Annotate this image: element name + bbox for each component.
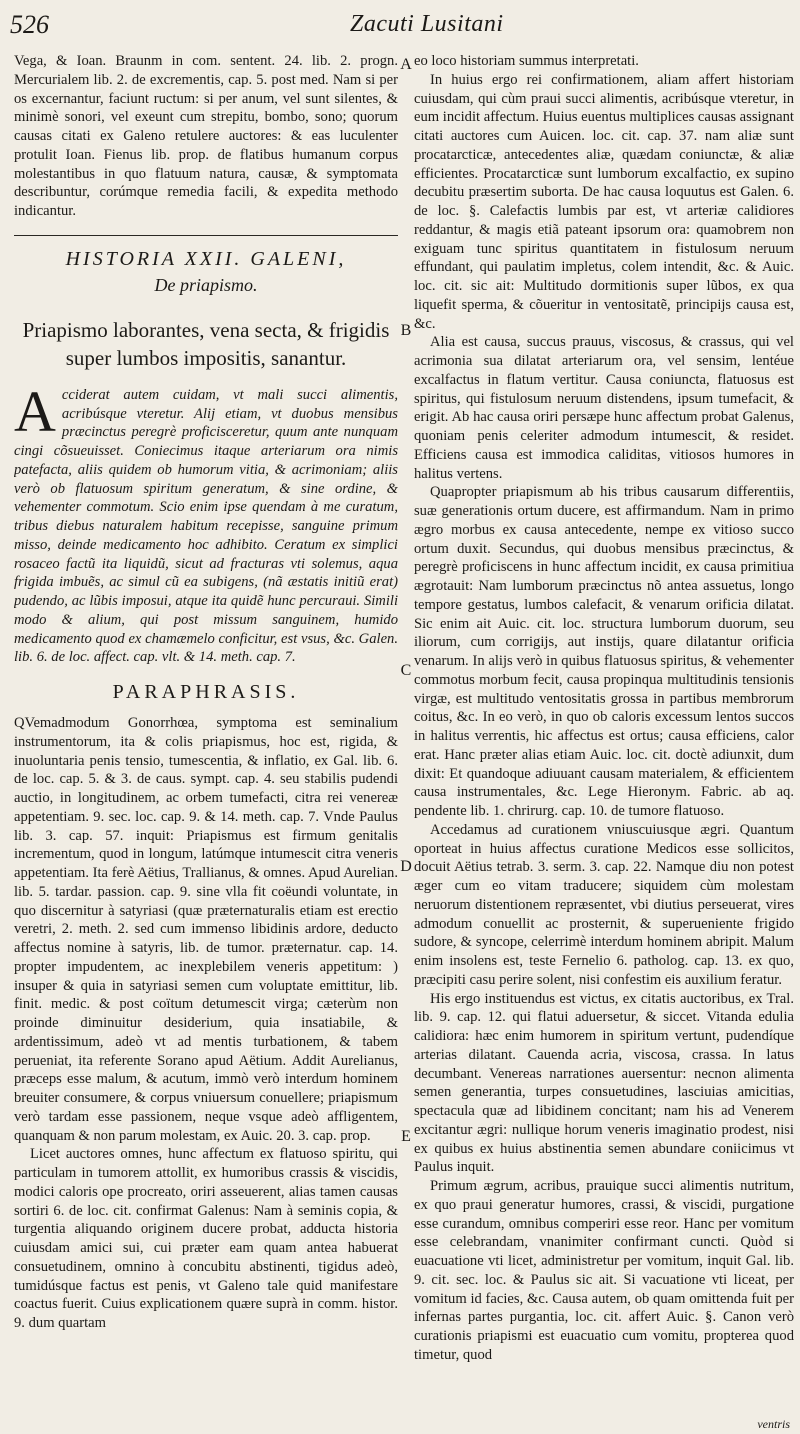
right-paragraph-6: Primum ægrum, acribus, prauique succi alimentis nutritum, ex quo praui generatur humores, crassi, & viscidi, purgatione esse curandum, omnibus comperiri esse reor. Hanc per vomitum esse celebrandam, vnanimiter confirmant cuncti. Quòd si euacuatione vti licet, administretur per vomitum, inquit Gal. lib. 9. cit. sec. loc. & Paulus sic ait. Si vacuatione vti liceat, per vomitum id facies, &c. Causa autem, ob quam omittenda fuit per infernas partes purgantia, loc. cit. affert Auic. §. Canon verò curationis priapismi est euacuatio cum vomitu, propterea quod timetur, quod [414, 1178, 794, 1363]
left-column [14, 52, 398, 1426]
right-paragraph-3: Quapropter priapismum ab his tribus causarum differentiis, suæ generationis ortum ducere, est affirmandum. Nam in primo ægro morbus ex causa antecedente, nempe ex vitioso succo ortum duxit. Secundus, qui duobus mensibus præcinctus, & peregrè proficiscens in hunc affectum incidit, ex causa primitiua ægrotauit: Nam lumborum præcinctus nõ antea assuetus, longo tempore gestatus, lumbos calefacit, & venarum orificia dilatat. Sic enim ait Auic. cit. loc. structura lumborum duorum, seu iliorum, cum corrigijs, aut instijs, quare dilatantur orificia venarum. In alijs verò in quibus flatuosus spiritus, & vehementer commotus morbum fecit, causa propinqua multitudinis tensionis virgæ, est multitudo ventositatis grossa in partibus membrorum coitus, &c. In eo verò, in quo ob caloris excessum lentos succos in halitus verrentis, hic affectus est ortus; causa efficiens, calor erat. Hanc præter alias etiam Auic. loc. cit. doctè adiunxit, dum dixit: Et quandoque adiuuant causam materialem, & efficientem causa instrumentales, &c. Lege Hieronym. Fabric. ab aq. pendente lib. 1. chrirurg. cap. 10. de tumore flatuoso. [414, 484, 794, 819]
running-head: Zacuti Lusitani [350, 11, 504, 37]
page-number: 526 [10, 10, 49, 39]
margin-letter-e: E [401, 1128, 411, 1145]
continuation-line: eo loco historiam summus interpretati. [414, 53, 639, 69]
right-paragraph-2: Alia est causa, succus prauus, viscosus, & crassus, qui vel acrimonia sua dilatat arteriarum ora, vel sensim, lentéue excalfactus in flatum vertitur. Causa coniuncta, flatuosus est spiritus, qui fistulosum neruum distendens, ipsum tumefacit, & erigit. Ab hac causa oriri persæpe hunc affectum probat Galenus, quoniam penis celeriter admodum intumescit, & residet. Efficiens causa est immodica caliditas, vitiosos humores in halitus vertens. [414, 334, 794, 482]
paraphrasis-heading: PARAPHRASIS. [112, 681, 300, 703]
paraphrasis-paragraph-1: QVemadmodum Gonorrhœa, symptoma est seminalium instrumentorum, ita & colis priapismus, hoc est, rigida, & inuoluntaria penis tensio, tumescentia, & inflatio, ex Gal. lib. 6. de loc. cap. 5. & 3. de caus. sympt. cap. 4. seu stabilis pudendi auctio, in longitudinem, ac orbem tumefacti, citra rei venereæ appetentiam. 9. sec. loc. cap. 9. & 14. meth. cap. 7. Vnde Paulus lib. 3. cap. 57. inquit: Priapismus est firmum genitalis incrementum, quod in longum, latúmque intumescit citra veneris appetentiam. Ita ferè Aëtius, Trallianus, & omnes. Apud Aurelian. lib. 5. tardar. passion. cap. 9. sine vlla fit coëundi voluntate, in quo discernitur à satyriasi (quæ præternaturalis etiam est erectio veretri, 2. meth. 2. sed cum immenso libidinis ardore, deducto affectus nomine à satyris, lib. de tumor. præternatur. cap. 14. propter impudentem, ac inexplebilem veneris appetitum: ) insuper & quia in satyriasi semen cum voluptate emittitur, lib. finit. medic. & post coïtum detumescit virga; cæterùm non proinde diminuitur desiderium, quia insatiabile, & ardentissimum, adeò vt ad mentis turbationem, & tabem perueniat, ita referente Sorano apud Aëtium. Addit Aurelianus, præceps esse malum, & acutum, immò verò interdum hominem breuiter consumere, & corpus vniuersum conuellere; priapismum verò tardam esse passionem, neque vsque adeò affligentem, quanquam & non parum molestam, ex Auic. 20. 3. cap. prop. [14, 715, 398, 1144]
margin-letter-a: A [400, 56, 412, 73]
section-subtitle: De priapismo. [154, 274, 258, 295]
right-paragraph-4: Accedamus ad curationem vniuscuiusque ægri. Quantum oporteat in huius affectus curatione Medicos esse sollicitos, docuit Aëtius tetrab. 3. serm. 3. cap. 22. Namque diu non potest æger cum eo vitam traducere; siquidem cùm molestam neruorum distentionem repræsentet, vbi diutius perseuerat, vires admodum conuellit ac prosternit, & superueniente frigido sudore, & syncope, celerrimè interdum hominem abripit. Malum enim insolens est, teste Fernelio 6. patholog. cap. 13. ex quo, præcipiti casu perire solent, nisi confestim eis auxilium feratur. [414, 821, 794, 988]
section-title: HISTORIA XXII. GALENI, [65, 247, 347, 270]
catchword: ventris [757, 1417, 790, 1431]
margin-letter-c: C [400, 662, 412, 679]
intro-paragraph: Vega, & Ioan. Braunm in com. sentent. 24. lib. 2. progn. Mercurialem lib. 2. de excrementis, cap. 5. post med. Nam si per os excernantur, faciunt ructum: si per anum, vel sunt silentes, & minimè sonori, vel exeunt cum strepitu, bombo, sono; quorum causas citati ex Galeno retulere auctores: & eas luculenter protulit Ioan. Fienus lib. prop. de flatibus humanum corpus molestantibus in quo flatuum natura, causæ, & symptomata describuntur, corúmque remedia facili, & expedita methodo indicantur. [14, 53, 398, 219]
page-header [0, 0, 800, 50]
right-paragraph-5: His ergo instituendus est victus, ex citatis auctoribus, ex Tral. lib. 9. cap. 12. qui flatui aduersetur, & siccet. Vitanda edulia calidiora: hæc enim humorem in spiritum vertunt, pudendíque arterias dilatant. Cauenda acria, viscosa, crassa. In latus decumbant. Venereas narrationes auersentur: necnon alimenta semen generantia, turpes consuetudines, lasciuias amicitias, spectacula quæ ad libidinem concitant; nam his ad Venerem excitantur ægri: nullique horum veneris imaginatio prodest, nisi ex quibus ex huius abstinentia semen abundare coniicimus vt Paulus inquit. [414, 990, 794, 1176]
right-column [414, 52, 794, 1426]
history-summary: Priapismo laborantes, vena secta, & frigidis super lumbos impositis, sanantur. [22, 317, 390, 370]
drop-cap: A [14, 378, 56, 444]
paraphrasis-paragraph-2: Licet auctores omnes, hunc affectum ex flatuoso spiritu, qui particulam in tumorem attollit, ex humoribus crassis & viscidis, modici caloris ope procreato, oriri asseuerent, alias tamen causas sortiri 6. de loc. cit. confirmat Galenus: Nam à seminis copia, & turgentia aliquando originem ducere probat, adducta historia cuiusdam amici sui, cui præter eam quam antea habuerat consuetudinem, omnino à concubitu abstinenti, tigidus adeò, tumidúsque factus est penis, vt Galeno tale quid manifestare coactus fuerit. Cuius explicationem quære suprà in comm. histor. 9. dum quartam [14, 1146, 398, 1331]
margin-letter-d: D [400, 858, 412, 875]
right-paragraph-1: In huius ergo rei confirmationem, aliam affert historiam cuiusdam, qui cùm praui succi alimentis, acribúsque vteretur, in eum incidit affectum. Huius euentus multiplices causas assignant citati auctores cum Auicen. loc. cit. cap. 37. nam aliæ sunt procatarcticæ, antecedentes aliæ, quædam coniunctæ, & aliæ efficientes. Procatarcticæ sunt lumborum excalfactio, ex supino decubitu præsertim suborta. De hac causa loquutus est Galen. 6. de loc. §. Calefactis lumbis par est, vt arteriæ calidiores reddantur, & magis etiã pateant ipsorum ora: quamobrem non exiguam tunc spiritus quantitatem in fistulosum neruum effundant, qui paulatim impletus, colem intendit, &c. & Auic. loc. cit. sic ait: Multitudo dormitionis super lũbos, ex qua liquefit sperma, & cõueritur in ventositatẽ, principijs causa est, &c. [414, 71, 794, 332]
section-divider [14, 235, 398, 236]
history-text [14, 378, 398, 667]
margin-letter-b: B [400, 322, 412, 339]
history-body: cciderat autem cuidam, vt mali succi alimentis, acribúsque vteretur. Alij etiam, vt duobus mensibus præcinctus peregrè proficisceretur, quum ante nunquam cingi cõsueuisset. Coniecimus itaque arteriarum ora nimis patefacta, aliis quidem ob humorum vitia, & acrimoniam; aliis verò ob flatuosum spiritum generatum, & sine ordine, & vehementer commotum. Scio enim ipse quendam à me curatum, tribus diebus naturalem habitum recepisse, sanguine primum misso, deinde medicamento hoc adhibito. Ceratum ex simplici rosaceo factũ ita liquidũ, sicut ad fracturas vti solemus, aqua frigida imbuẽs, ac simul cũ ea subigens, (nã æstatis initiũ erat) pudendo, ac lũbis imposui, atque ita quidẽ hunc percuraui. Simili modo & alium, qui post missum sanguinem, humido medicamento quod ex chamæmelo conficitur, est vsus, &c. Galen. lib. 6. de loc. affect. cap. vlt. & 14. meth. cap. 7. [14, 386, 398, 666]
